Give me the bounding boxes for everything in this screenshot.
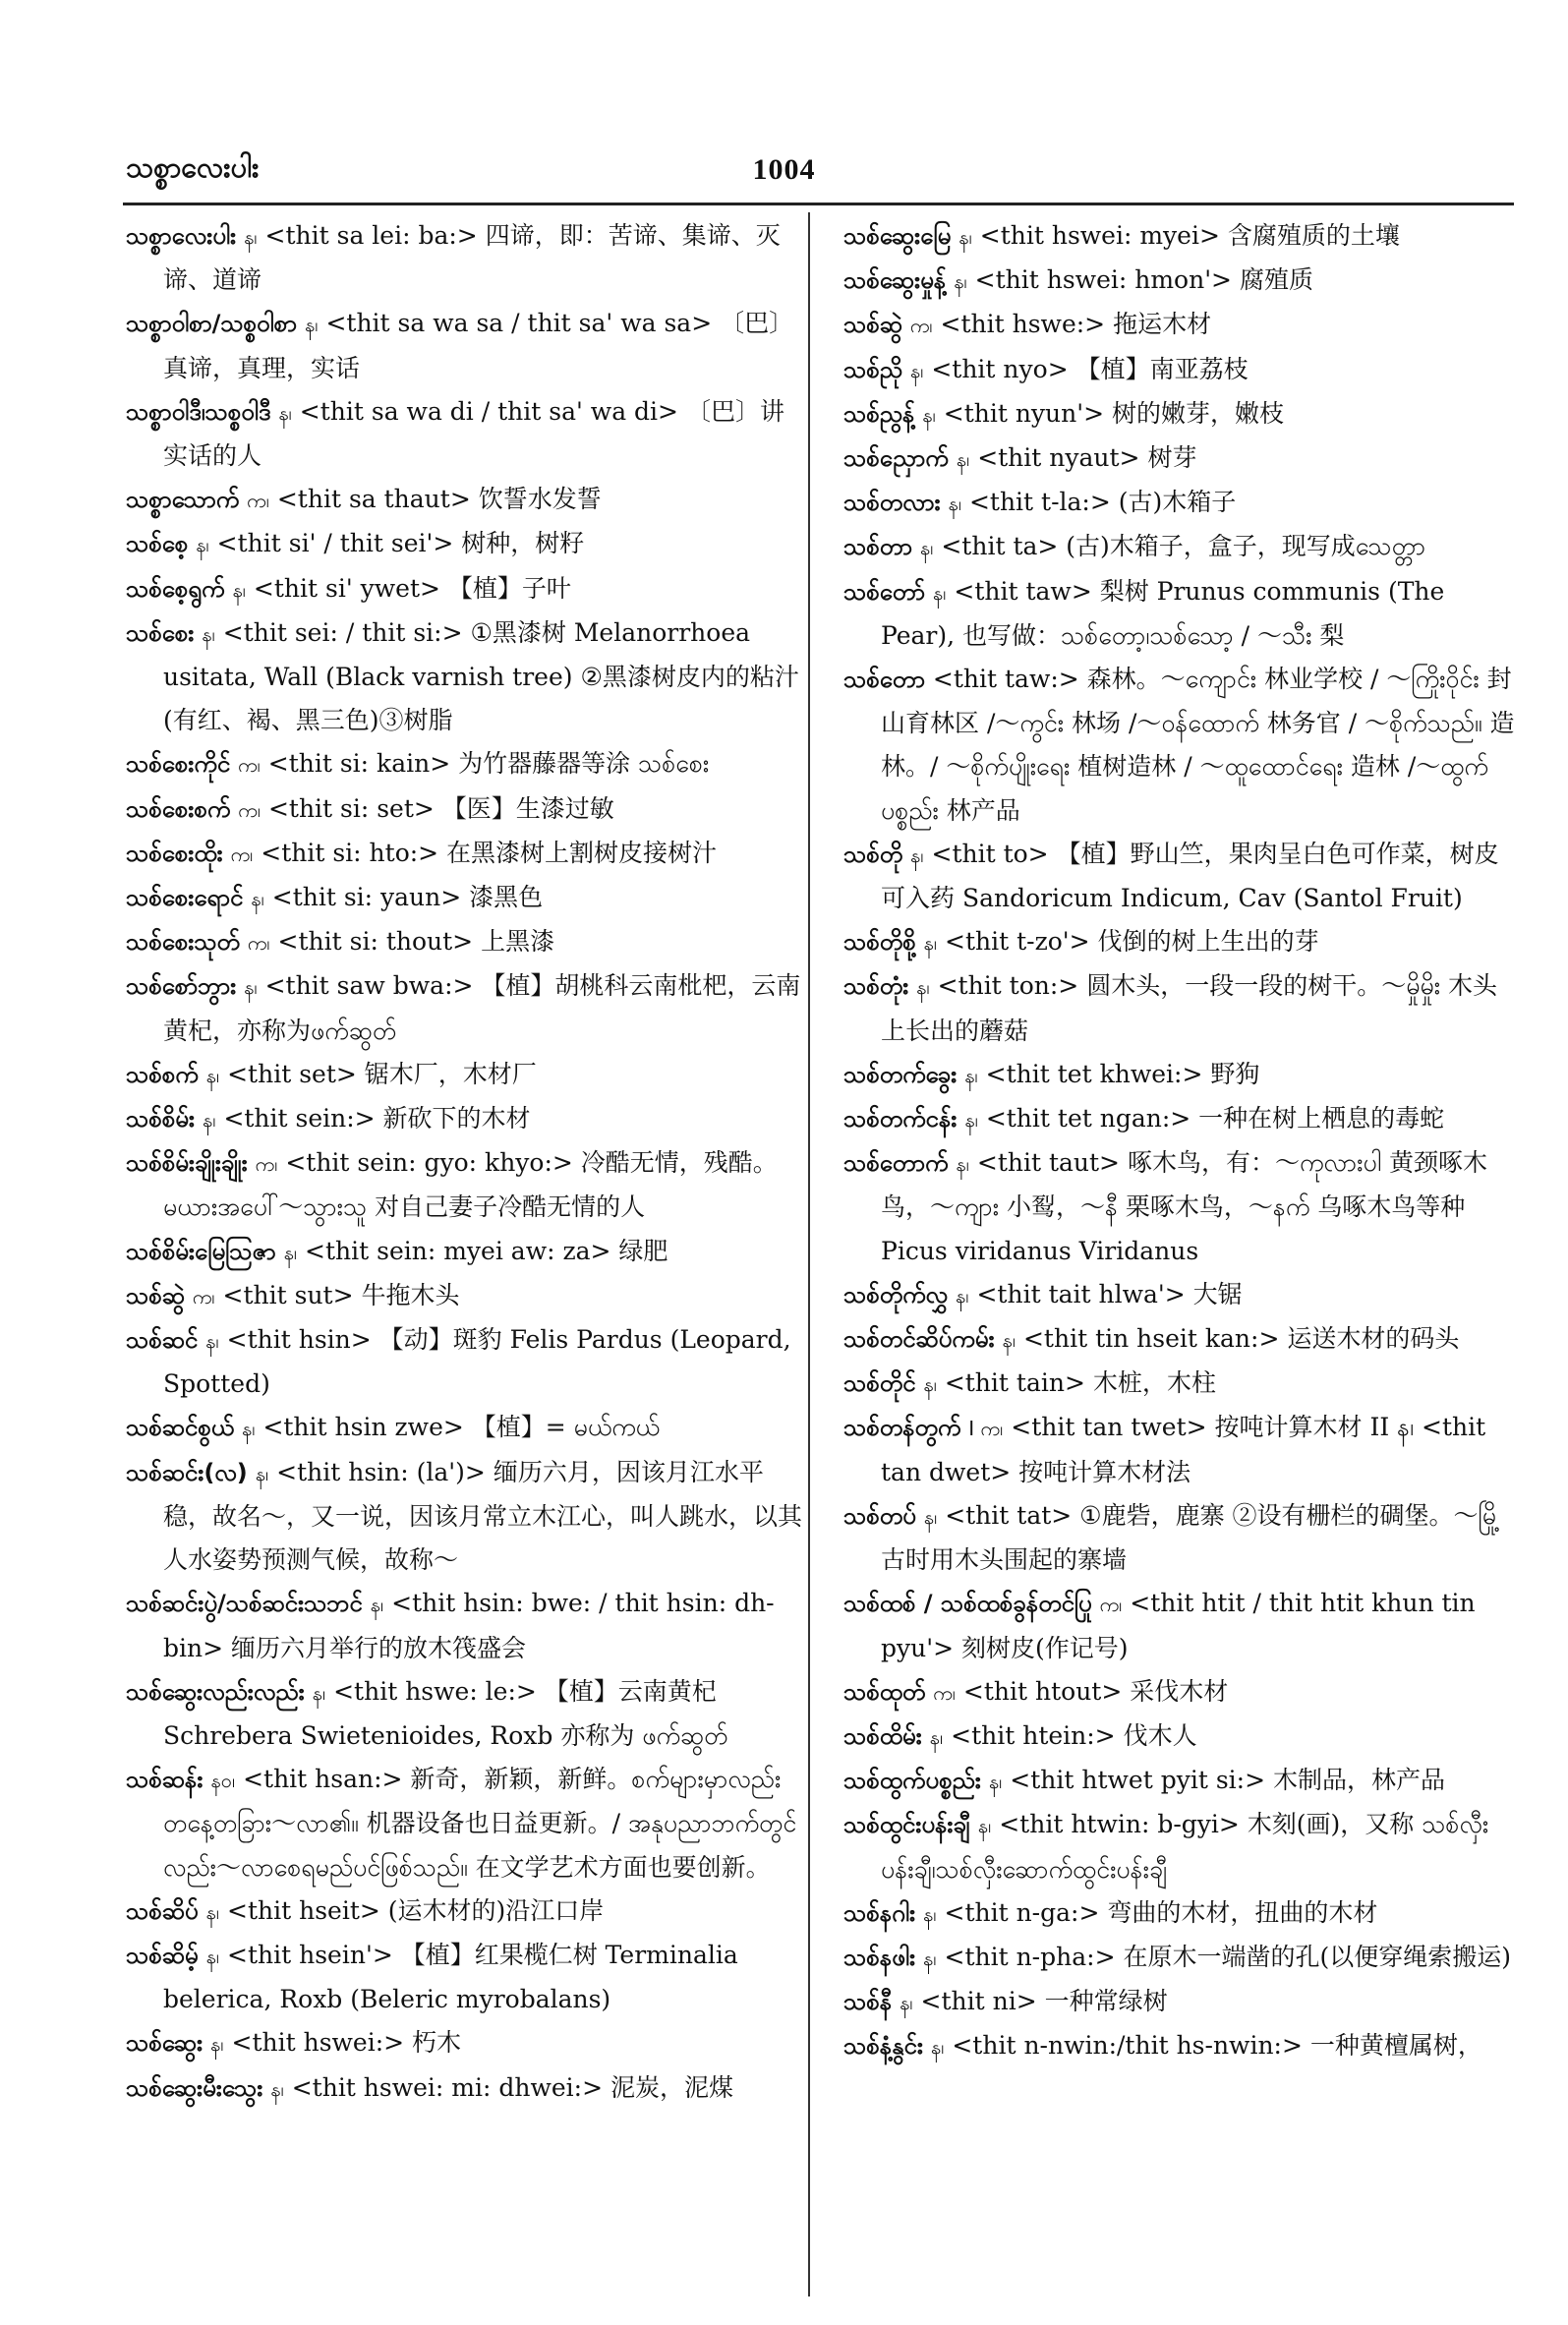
entry-headword: သစ်စိမ်း — [126, 1105, 196, 1133]
entry-part-of-speech: န၊ — [232, 577, 246, 602]
dictionary-entry — [126, 920, 804, 964]
entry-headword: သစ္စာလေးပါး — [126, 222, 237, 250]
entry-part-of-speech: န၊ — [919, 536, 934, 560]
dictionary-entry — [126, 214, 804, 302]
entry-headword: သစ်ဆွေးမြေ — [843, 222, 952, 250]
entry-part-of-speech: န၊ — [202, 621, 215, 646]
entry-part-of-speech: န၊ — [270, 2076, 284, 2101]
dictionary-entry — [126, 1758, 804, 1889]
entry-part-of-speech: န၊ — [948, 492, 961, 516]
entry-part-of-speech: န၊ — [1002, 1328, 1016, 1353]
entry-headword: သစ်ဆွေး — [126, 2029, 203, 2058]
dictionary-entry — [843, 658, 1522, 833]
entry-definition: <thit si: hto:> 在黑漆树上割树皮接树汁 — [261, 838, 718, 867]
entry-definition: <thit si: yaun> 漆黑色 — [271, 883, 544, 912]
entry-headword: သစ်ထိမ်း — [843, 1721, 922, 1750]
dictionary-entry — [126, 302, 804, 389]
entry-definition: <thit taw> 梨树 Prunus communis (The Pear), 也写做：သစ်တော့၊သစ်သော့ / ～သီး 梨 — [881, 576, 1445, 650]
dictionary-entry — [126, 1274, 804, 1318]
dictionary-entry — [843, 833, 1522, 920]
entry-headword: သစ်ထွက်ပစ္စည်း — [843, 1767, 981, 1795]
entry-definition: <thit htout> 采伐木材 — [962, 1676, 1229, 1706]
entry-part-of-speech: က၊ — [247, 931, 270, 956]
dictionary-entry — [126, 876, 804, 920]
dictionary-entry — [843, 1759, 1522, 1803]
entry-headword: သစ်ဆွဲ — [126, 1281, 185, 1309]
left-column — [126, 214, 804, 2111]
entry-part-of-speech: န၊ — [988, 1770, 1003, 1794]
entry-headword: သစ္စာဝါဒီ၊သစ္စဝါဒီ — [126, 397, 271, 426]
dictionary-entry — [126, 742, 804, 786]
entry-definition: <thit nyo> 【植】南亚荔枝 — [931, 354, 1249, 383]
entry-definition: <thit taw:> 森林。～ကျောင်း 林业学校 / ～ကြိုးဝိုင်း 封山育林区 /～ကွင်း 林场 /～ဝန်ထောက် 林务官 / ～စိုက်သည်။ 造林。/ ～စိုက်ပျိုးရေး 植树造林 / ～ထူထောင်ရေး 造林 /～ထွက်ပစ္စည်း 林产品 — [881, 665, 1515, 825]
entry-headword: သစ်ဆွဲ — [843, 311, 902, 339]
entry-headword: သစ်စေ့ရွက် — [126, 574, 225, 603]
entry-headword: သစ်စေး — [126, 618, 195, 647]
entry-definition: <thit sut> 牛拖木头 — [222, 1280, 460, 1309]
entry-part-of-speech: န၊ — [932, 580, 947, 605]
entry-part-of-speech: န၊ — [923, 1372, 937, 1397]
entry-part-of-speech: န၊ — [977, 1814, 992, 1838]
entry-headword: သစ်စေးစက် — [126, 794, 231, 823]
entry-part-of-speech: န၊ — [929, 1724, 944, 1749]
entry-part-of-speech: က၊ — [909, 314, 933, 338]
dictionary-entry — [843, 1891, 1522, 1936]
dictionary-entry — [843, 348, 1522, 392]
entry-definition: <thit nyaut> 树芽 — [977, 443, 1197, 473]
dictionary-entry — [126, 964, 804, 1052]
entry-definition: <thit hsan:> 新奇，新颖，新鲜。စက်များမှာလည်းတနေ့တခြား～လာ၏။ 机器设备也日益更新。/ အနုပညာဘက်တွင်လည်း～လာစေရမည်ပင်ဖြစ်သည်။ 在文学艺术方面也要创新。 — [163, 1765, 797, 1882]
entry-headword: သစ်ဆွေးမှုန့် — [843, 266, 947, 295]
entry-headword: သစ်ဆိမ့် — [126, 1941, 199, 1969]
entry-headword: သစ်တော — [843, 666, 925, 694]
dictionary-entry — [126, 1053, 804, 1097]
dictionary-entry — [843, 1053, 1522, 1097]
entry-definition: <thit tin hseit kan:> 运送木材的码头 — [1022, 1324, 1460, 1354]
entry-part-of-speech: န၊ — [196, 533, 209, 557]
entry-definition: <thit ton:> 圆木头，一段一段的树干。～မှိုမှိုး 木头上长出的蘑菇 — [881, 971, 1498, 1045]
entry-definition: <thit hswei: hmon'> 腐殖质 — [974, 265, 1313, 295]
entry-definition: <thit hseit> (运木材的)沿江口岸 — [227, 1895, 605, 1925]
entry-part-of-speech: န၊ — [255, 1461, 269, 1485]
dictionary-entry — [126, 390, 804, 478]
entry-definition: <thit si' ywet> 【植】子叶 — [253, 573, 571, 603]
entry-headword: သစ်ထုတ် — [843, 1677, 926, 1706]
entry-headword: သစ်တို — [843, 840, 903, 868]
entry-part-of-speech: န၊ — [916, 975, 930, 1000]
dictionary-entry — [843, 1362, 1522, 1406]
entry-part-of-speech: န၊ — [930, 2035, 945, 2060]
entry-headword: သစ္စာဝါစာ/သစ္စဝါစာ — [126, 310, 298, 338]
dictionary-entry — [843, 1097, 1522, 1141]
entry-definition: <thit hswei: mi: dhwei:> 泥炭，泥煤 — [291, 2072, 733, 2102]
entry-headword: သစ်ဆင်စွယ် — [126, 1414, 235, 1442]
dictionary-entry — [126, 1230, 804, 1274]
entry-definition: <thit hswei: myei> 含腐殖质的土壤 — [979, 221, 1400, 250]
entry-headword: သစ်တောက် — [843, 1149, 949, 1178]
dictionary-entry — [126, 1670, 804, 1758]
entry-definition: <thit sein:> 新砍下的木材 — [223, 1104, 531, 1133]
entry-definition: <thit hswei:> 朽木 — [231, 2028, 462, 2058]
entry-definition: <thit hsin> 【动】斑豹 Felis Pardus (Leopard, Spotted) — [163, 1325, 791, 1399]
entry-headword: သစ်တက်ခွေး — [843, 1060, 958, 1088]
entry-part-of-speech: န၊ — [210, 2032, 224, 2057]
entry-headword: သစ်တုံး — [843, 972, 909, 1001]
dictionary-entry — [843, 1273, 1522, 1317]
entry-part-of-speech: န၊ — [923, 1901, 937, 1926]
dictionary-entry — [126, 478, 804, 522]
column-divider — [808, 212, 810, 2296]
dictionary-entry — [843, 392, 1522, 436]
entry-definition: <thit hsin: bwe: / thit hsin: dh-bin> 缅历六月举行的放木筏盛会 — [163, 1589, 775, 1662]
dictionary-entry — [843, 1317, 1522, 1362]
entry-part-of-speech: န၊ — [964, 1063, 978, 1087]
entry-part-of-speech: န၊ — [202, 1108, 216, 1133]
entry-definition: <thit hsin: (la')> 缅历六月，因该月江水平稳，故名～，又一说，因该月常立木江心，叫人跳水，以其人水姿势预测气候，故称～ — [163, 1457, 803, 1575]
dictionary-entry — [843, 481, 1522, 525]
entry-part-of-speech: န၊ — [205, 1329, 219, 1354]
entry-headword: သစ်ဆင်းပွဲ/သစ်ဆင်းသဘင် — [126, 1590, 363, 1618]
dictionary-entry — [843, 1141, 1522, 1273]
dictionary-entry — [126, 1934, 804, 2021]
entry-headword: သစ်စက် — [126, 1060, 199, 1088]
entry-headword: သစ်တက်ငန်း — [843, 1105, 958, 1133]
dictionary-entry — [843, 1494, 1522, 1582]
entry-part-of-speech: န၊ — [304, 313, 319, 337]
entry-part-of-speech: န၊ — [283, 1240, 298, 1264]
entry-definition: <thit htwet pyit si:> 木制品，林产品 — [1010, 1766, 1445, 1795]
entry-definition: <thit htit / thit htit khun tin pyu'> 刻树皮(作记号) — [881, 1589, 1476, 1662]
dictionary-entry — [843, 303, 1522, 347]
entry-part-of-speech: က၊ — [238, 797, 261, 822]
entry-definition: <thit sa wa di / thit sa' wa di> 〔巴〕讲实话的人 — [163, 396, 784, 471]
entry-headword: သစ်ညို — [843, 355, 902, 383]
entry-part-of-speech: န၊ — [954, 269, 967, 294]
entry-headword: သစ်တိုက်လွှ — [843, 1280, 949, 1308]
dictionary-entry — [843, 570, 1522, 658]
entry-part-of-speech: န၊ — [312, 1680, 326, 1705]
entry-definition: <thit saw bwa:> 【植】胡桃科云南枇杷，云南黄杞，亦称为ဖက်ဆွတ် — [163, 971, 801, 1045]
entry-definition: <thit n-ga:> 弯曲的木材，扭曲的木材 — [944, 1897, 1378, 1927]
entry-headword: သစ်တပ် — [843, 1501, 916, 1530]
dictionary-entry — [126, 522, 804, 566]
right-column — [843, 214, 1522, 2069]
entry-headword: သစ်တိုစို့ — [843, 928, 916, 957]
entry-headword: သစ်နဖါး — [843, 1943, 916, 1971]
entry-definition: <thit tat> ①鹿砦，鹿寨 ②设有栅栏的碉堡。～မြို့ 古时用木头围起的寨墙 — [881, 1500, 1500, 1575]
entry-part-of-speech: န၊ — [909, 358, 924, 382]
entry-definition: <thit n-nwin:/thit hs-nwin:> 一种黄檀属树， — [952, 2031, 1482, 2061]
entry-part-of-speech: န၊ — [956, 447, 970, 472]
dictionary-entry — [843, 1715, 1522, 1759]
entry-headword: သစ်ညွန့် — [843, 399, 915, 428]
entry-definition: <thit ta> (古)木箱子，盒子，现写成သေတ္တာ — [941, 532, 1426, 561]
entry-headword: သစ်တလား — [843, 489, 941, 517]
dictionary-entry — [126, 1889, 804, 1934]
entry-definition: <thit t-zo'> 伐倒的树上生出的芽 — [945, 927, 1319, 957]
entry-definition: <thit n-pha:> 在原木一端凿的孔(以便穿绳索搬运) — [944, 1942, 1511, 1971]
entry-headword: သစ်နီ — [843, 1988, 893, 2016]
entry-part-of-speech: က၊ — [255, 1152, 278, 1177]
entry-headword: သစ်တင်ဆိပ်ကမ်း — [843, 1325, 995, 1354]
entry-headword: သစ်ထွင်းပန်းချီ — [843, 1811, 970, 1839]
entry-definition: <thit hsin zwe> 【植】= မယ်ကယ် — [262, 1413, 660, 1442]
entry-headword: သစ်စော်ဘွား — [126, 972, 237, 1001]
dictionary-entry — [843, 259, 1522, 303]
dictionary-entry — [843, 525, 1522, 569]
entry-definition: <thit si' / thit sei'> 树种，树籽 — [216, 529, 585, 558]
entry-part-of-speech: န၊ — [244, 975, 258, 1000]
dictionary-entry — [126, 1582, 804, 1669]
entry-part-of-speech: န၊ — [900, 1991, 913, 2015]
dictionary-entry — [126, 611, 804, 743]
dictionary-entry — [126, 1406, 804, 1450]
entry-part-of-speech: န၊ — [964, 1108, 978, 1133]
entry-definition: <thit si: set> 【医】生漆过敏 — [267, 793, 614, 823]
entry-definition: <thit tet ngan:> 一种在树上栖息的毒蛇 — [985, 1104, 1445, 1133]
entry-part-of-speech: န၊ — [910, 843, 924, 867]
entry-part-of-speech: န၊ — [923, 931, 938, 956]
entry-definition: <thit si: kain> 为竹器藤器等涂 သစ်စေး — [267, 749, 710, 779]
entry-headword: သစ်စေ့ — [126, 530, 189, 558]
entry-part-of-speech: န၊ — [923, 1504, 938, 1529]
entry-headword: သစ်ညှောက် — [843, 444, 949, 473]
dictionary-entry — [843, 1582, 1522, 1669]
dictionary-entry — [843, 214, 1522, 259]
entry-headword: သစ်တန်တွက် — [843, 1414, 961, 1442]
entry-definition: <thit sein: myei aw: za> 绿肥 — [305, 1236, 668, 1265]
entry-part-of-speech: က၊ — [933, 1680, 956, 1705]
header-rule — [123, 203, 1514, 205]
entry-part-of-speech: က၊ — [238, 753, 261, 778]
dictionary-entry — [843, 2024, 1522, 2068]
entry-headword: သစ်ဆင်း(လ) — [126, 1458, 248, 1486]
dictionary-entry — [126, 2021, 804, 2065]
dictionary-entry — [126, 2066, 804, 2111]
entry-part-of-speech: န၊ — [205, 1063, 220, 1087]
entry-headword: သစ်စေးသုတ် — [126, 928, 240, 957]
entry-definition: <thit nyun'> 树的嫩芽，嫩枝 — [943, 398, 1285, 428]
entry-headword: သစ်စေးထိုး — [126, 839, 223, 867]
entry-headword: သစ်တိုင် — [843, 1369, 916, 1398]
dictionary-entry — [126, 1318, 804, 1406]
entry-part-of-speech: က၊ — [247, 489, 269, 513]
entry-headword: သစ်နံ့နွင်း — [843, 2032, 923, 2061]
dictionary-entry — [843, 1936, 1522, 1980]
entry-definition: <thit sa wa sa / thit sa' wa sa> 〔巴〕真谛，真理，实话 — [163, 309, 794, 382]
entry-part-of-speech: န၊ — [923, 1946, 937, 1970]
entry-definition: <thit ni> 一种常绿树 — [920, 1987, 1168, 2016]
entry-part-of-speech: နဝ၊ — [210, 1769, 236, 1793]
entry-headword: သစ်နဂါး — [843, 1898, 916, 1927]
entry-definition: <thit htein:> 伐木人 — [951, 1720, 1197, 1750]
entry-part-of-speech: န၊ — [370, 1593, 384, 1617]
dictionary-entry — [126, 787, 804, 832]
entry-definition: <thit si: thout> 上黑漆 — [277, 927, 555, 957]
dictionary-entry — [843, 436, 1522, 481]
entry-headword: သစ်တော် — [843, 577, 925, 606]
entry-part-of-speech: န၊ — [956, 1152, 969, 1177]
entry-headword: သစ်ဆွေးမီးသွေး — [126, 2073, 263, 2102]
entry-part-of-speech: န၊ — [205, 1944, 220, 1968]
entry-part-of-speech: န၊ — [244, 225, 258, 249]
entry-definition: <thit hsein'> 【植】红果榄仁树 Terminalia belerica, Roxb (Beleric myrobalans) — [163, 1940, 738, 2014]
entry-part-of-speech: က၊ — [1099, 1593, 1123, 1617]
entry-headword: သစ်ဆွေးလည်းလည်း — [126, 1677, 305, 1706]
dictionary-entry — [843, 1980, 1522, 2024]
entry-definition: <thit set> 锯木厂，木材厂 — [227, 1059, 537, 1088]
entry-definition: <thit hswe: le:> 【植】云南黄杞 Schrebera Swietenioides, Roxb 亦称为 ဖက်ဆွတ် — [163, 1676, 728, 1750]
entry-part-of-speech: န၊ — [241, 1417, 256, 1441]
entry-definition: <thit sa lei: ba:> 四谛，即：苦谛、集谛、灭谛、道谛 — [163, 221, 781, 295]
entry-definition: <thit htwin: b-gyi> 木刻(画)，又称 သစ်လှီးပန်းချီ၊သစ်လှီးဆောက်ထွင်းပန်းချီ — [881, 1810, 1489, 1884]
entry-definition: <thit t-la:> (古)木箱子 — [968, 488, 1237, 517]
entry-part-of-speech: က၊ — [230, 842, 254, 866]
dictionary-entry — [843, 920, 1522, 964]
entry-part-of-speech: န၊ — [956, 1283, 969, 1308]
entry-definition: <thit to> 【植】野山竺，果肉呈白色可作菜，树皮可入药 Sandoricum Indicum, Cav (Santol Fruit) — [881, 839, 1499, 913]
dictionary-entry — [126, 1141, 804, 1229]
entry-headword: သစ်စိမ်းချိုးချိုး — [126, 1149, 248, 1178]
entry-part-of-speech: န၊ — [278, 400, 292, 425]
entry-definition: <thit sa thaut> 饮誓水发誓 — [276, 485, 602, 514]
entry-headword: သစ်ဆင် — [126, 1326, 199, 1355]
page-number: 1004 — [752, 153, 816, 186]
entry-headword: သစ်စိမ်းမြေဩဇာ — [126, 1237, 276, 1265]
entry-definition: <thit sei: / thit si:> ①黑漆树 Melanorrhoea usitata, Wall (Black varnish tree) ②黑漆树皮内的粘汁(有红、褐、黑三色)③树脂 — [163, 617, 799, 735]
entry-part-of-speech: န၊ — [958, 225, 972, 249]
dictionary-entry — [843, 964, 1522, 1052]
entry-definition: <thit tan twet> 按吨计算木材 II န၊ <thit tan dwet> 按吨计算木材法 — [881, 1413, 1486, 1486]
entry-definition: <thit taut> 啄木鸟，有：～ကုလားပါ 黄颈啄木鸟，～ကျား 小䴕，～နီ 栗啄木鸟，～နက် 乌啄木鸟等种 Picus viridanus Viridanus — [881, 1148, 1488, 1265]
entry-part-of-speech: န၊ — [205, 1899, 220, 1924]
entry-definition: <thit tait hlwa'> 大锯 — [976, 1279, 1243, 1308]
dictionary-entry — [843, 1670, 1522, 1715]
entry-definition: <thit tet khwei:> 野狗 — [985, 1059, 1260, 1088]
dictionary-entry — [126, 567, 804, 611]
entry-headword: သစ္စာသောက် — [126, 486, 240, 514]
entry-headword: သစ်ထစ် / သစ်ထစ်ခွန်တင်ပြု — [843, 1590, 1092, 1618]
entry-headword: သစ်တာ — [843, 533, 912, 561]
dictionary-entry — [126, 1451, 804, 1583]
entry-part-of-speech: က၊ — [192, 1284, 215, 1308]
running-head: သစ္စာလေးပါး — [126, 150, 260, 184]
entry-definition: <thit tain> 木桩，木柱 — [944, 1368, 1216, 1398]
entry-part-of-speech: န၊ — [251, 887, 264, 911]
entry-headword: သစ်ဆိပ် — [126, 1896, 199, 1925]
dictionary-entry — [126, 832, 804, 876]
entry-headword: သစ်ဆန်း — [126, 1766, 203, 1794]
dictionary-entry — [843, 1803, 1522, 1890]
entry-definition: <thit hswe:> 拖运木材 — [940, 310, 1212, 339]
entry-headword: သစ်စေးရောင် — [126, 884, 244, 912]
dictionary-entry — [126, 1097, 804, 1141]
entry-headword: သစ်စေးကိုင် — [126, 750, 231, 779]
dictionary-entry — [843, 1406, 1522, 1493]
entry-definition: <thit sein: gyo: khyo:> 冷酷无情，残酷。မယားအပေါ်～သွားသူ 对自己妻子冷酷无情的人 — [163, 1148, 778, 1222]
entry-part-of-speech: I က၊ — [968, 1417, 1004, 1441]
entry-part-of-speech: န၊ — [922, 402, 936, 427]
